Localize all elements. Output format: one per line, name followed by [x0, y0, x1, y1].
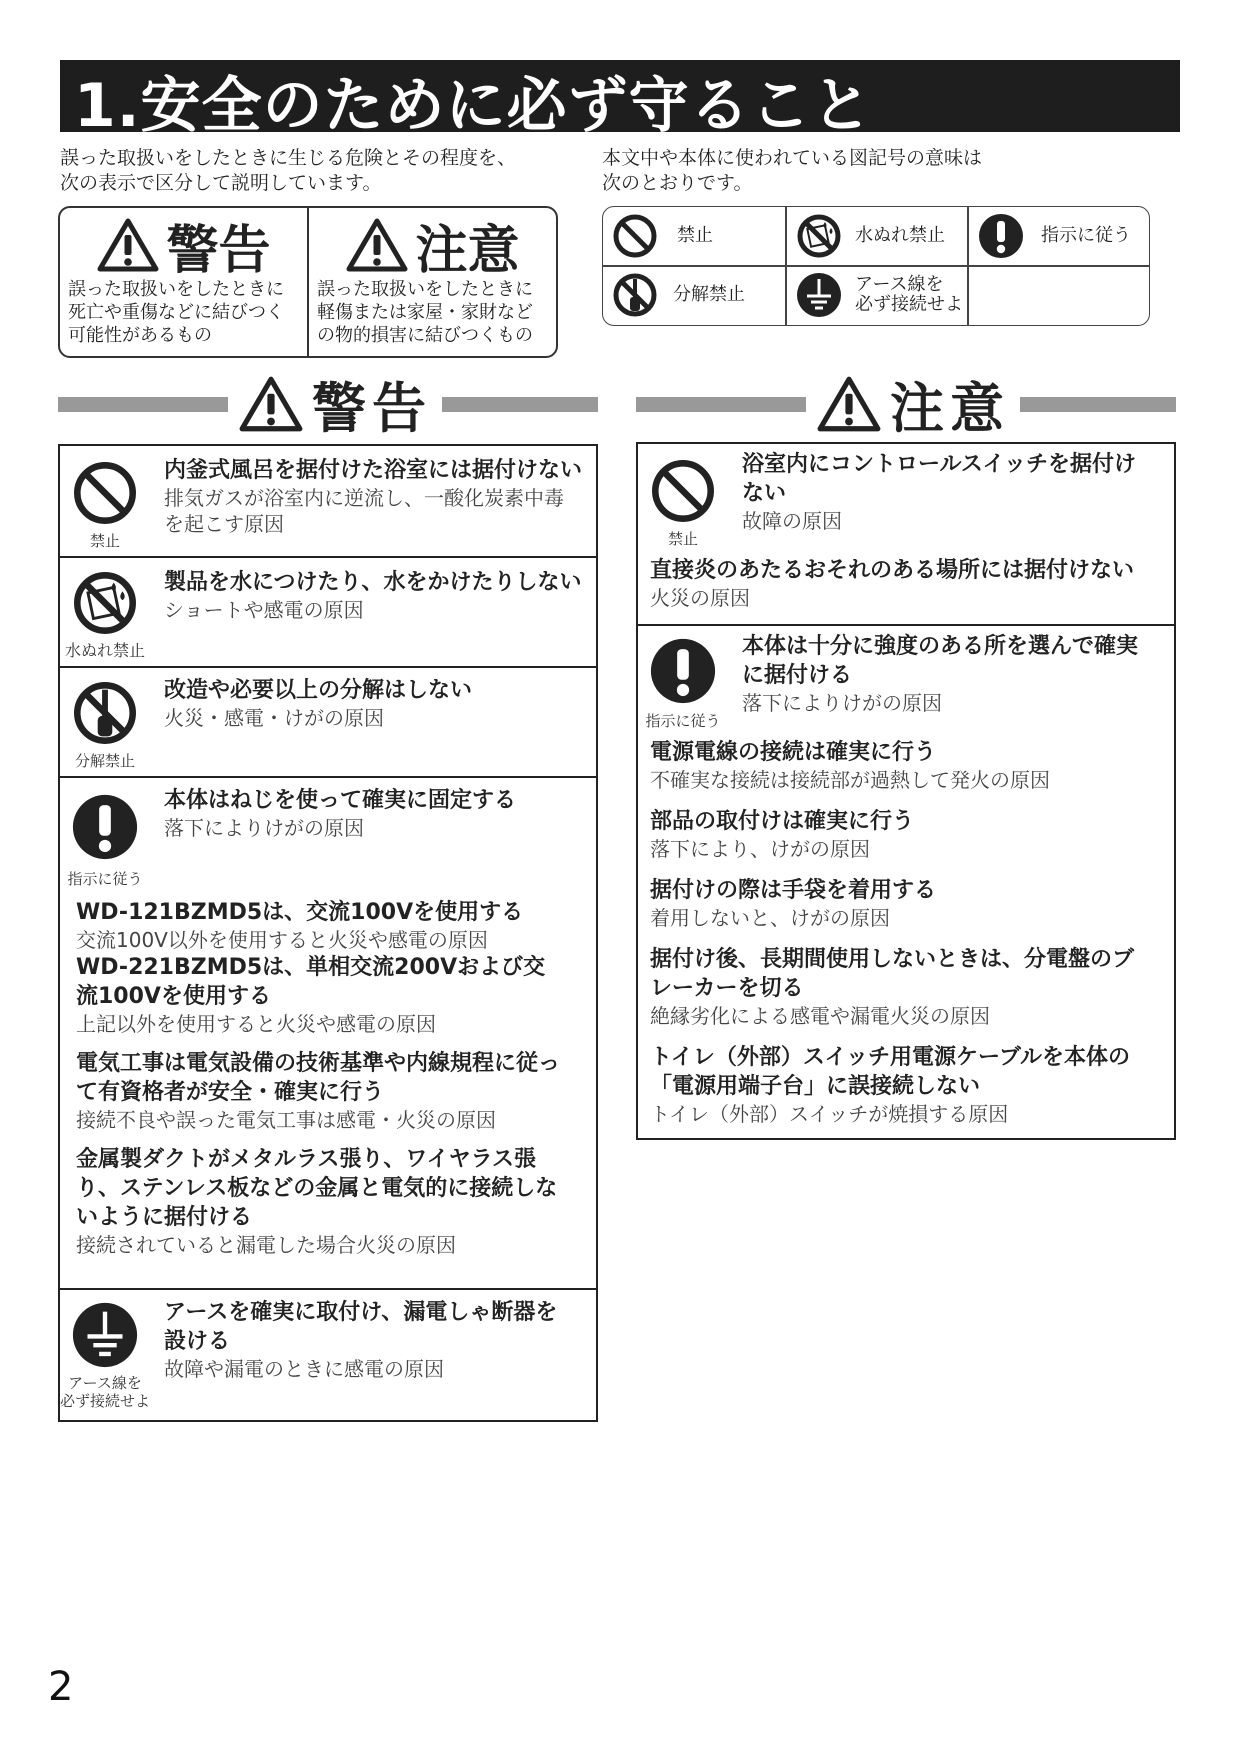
item-heading: 製品を水につけたり、水をかけたりしない [164, 570, 582, 595]
legend-caution-desc: 軽傷または家屋・家財など [317, 302, 533, 323]
exclamation-icon [70, 792, 140, 862]
item-heading: いように据付ける [76, 1205, 253, 1230]
intro-right-line: 次のとおりです。 [602, 172, 753, 194]
warning-item [60, 666, 596, 776]
symbol-label: アース線を [855, 274, 944, 295]
item-desc: 排気ガスが浴室内に逆流し、一酸化炭素中毒 [164, 486, 564, 510]
intro-left-line: 次の表示で区分して説明しています。 [60, 172, 382, 194]
exclamation-icon [977, 212, 1025, 260]
warning-section-header [58, 372, 598, 440]
legend-caution-desc: の物的損害に結びつくもの [317, 325, 533, 346]
symbol-label: 必ず接続せよ [855, 294, 963, 315]
warning-triangle-icon [96, 217, 160, 273]
symbol-label: 指示に従う [1041, 225, 1131, 246]
legend-warning-desc: 死亡や重傷などに結びつく [68, 302, 284, 323]
icon-label: 指示に従う [67, 870, 143, 888]
symbol-no-water [795, 207, 945, 265]
item-heading: て有資格者が安全・確実に行う [76, 1080, 385, 1105]
legend-caution-desc: 誤った取扱いをしたときに [317, 279, 533, 300]
item-desc: トイレ（外部）スイッチが焼損する原因 [650, 1102, 1009, 1126]
no-disassembly-icon [611, 271, 659, 319]
icon-label: 指示に従う [645, 712, 721, 730]
ground-icon [70, 1300, 140, 1370]
no-water-icon [795, 212, 843, 260]
item-heading: 電源電線の接続は確実に行う [650, 740, 937, 765]
item-desc: 絶縁劣化による感電や漏電火災の原因 [650, 1004, 990, 1028]
icon-label: 分解禁止 [74, 752, 135, 770]
item-heading: 電気工事は電気設備の技術基準や内線規程に従っ [76, 1051, 561, 1076]
item-heading: レーカーを切る [650, 976, 804, 1001]
warning-section-title: 警告 [312, 376, 432, 440]
legend-caution [309, 208, 556, 356]
item-heading: 改造や必要以上の分解はしない [164, 678, 473, 703]
item-heading: 金属製ダクトがメタルラス張り、ワイヤラス張 [76, 1147, 537, 1172]
hazard-legend-box [58, 206, 558, 358]
prohibited-icon [70, 458, 140, 528]
item-heading: 本体は十分に強度のある所を選んで確実 [742, 634, 1139, 659]
item-heading: に据付ける [742, 663, 853, 688]
item-heading: ない [742, 481, 787, 506]
ground-icon [795, 271, 843, 319]
warning-triangle-icon [816, 375, 882, 433]
symbol-label: 禁止 [677, 225, 713, 246]
symbol-label: 分解禁止 [673, 284, 745, 305]
legend-warning-label: 警告 [166, 220, 271, 281]
item-heading: 据付けの際は手袋を着用する [650, 878, 937, 903]
legend-caution-label: 注意 [415, 220, 520, 281]
warning-item [60, 556, 596, 666]
item-heading: 直接炎のあたるおそれのある場所には据付けない [650, 558, 1135, 583]
item-desc: 故障や漏電のときに感電の原因 [164, 1357, 444, 1381]
icon-label: 必ず接続せよ [60, 1392, 151, 1410]
icon-label: 禁止 [89, 532, 120, 550]
item-heading: 部品の取付けは確実に行う [650, 809, 915, 834]
intro-left [60, 146, 516, 196]
item-desc: 不確実な接続は接続部が過熱して発火の原因 [650, 768, 1050, 792]
exclamation-icon [648, 636, 718, 706]
symbol-legend-box [602, 206, 1150, 326]
legend-warning [60, 208, 307, 356]
page-number: 2 [48, 1664, 74, 1710]
legend-warning-desc: 可能性があるもの [68, 325, 212, 346]
warning-triangle-icon [345, 217, 409, 273]
item-heading: トイレ（外部）スイッチ用電源ケーブルを本体の [650, 1045, 1131, 1070]
prohibited-icon [611, 212, 659, 260]
prohibited-icon [648, 456, 718, 526]
warning-item [60, 776, 596, 1288]
item-desc: 火災の原因 [650, 586, 750, 610]
item-desc: 落下により、けがの原因 [650, 837, 870, 861]
symbol-prohibited [611, 207, 713, 265]
item-desc: 落下によりけがの原因 [742, 691, 942, 715]
item-heading: 浴室内にコントロールスイッチを据付け [742, 452, 1137, 477]
item-heading: 内釜式風呂を据付けた浴室には据付けない [164, 458, 583, 483]
caution-panel [636, 442, 1176, 1140]
no-water-icon [70, 568, 140, 638]
item-desc: 接続不良や誤った電気工事は感電・火災の原因 [76, 1108, 496, 1132]
caution-section-title: 注意 [890, 376, 1010, 440]
symbol-follow [977, 207, 1131, 265]
warning-panel [58, 444, 598, 1422]
item-desc: 落下によりけがの原因 [164, 816, 364, 840]
item-desc: 故障の原因 [742, 509, 842, 533]
intro-right-line: 本文中や本体に使われている図記号の意味は [602, 147, 983, 169]
no-disassembly-icon [70, 678, 140, 748]
intro-left-line: 誤った取扱いをしたときに生じる危険とその程度を、 [60, 147, 517, 169]
item-desc: 着用しないと、けがの原因 [650, 906, 890, 930]
item-desc: ショートや感電の原因 [164, 598, 364, 622]
item-heading: WD-221BZMD5は、単相交流200Vおよび交 [76, 955, 546, 980]
item-desc: を起こす原因 [164, 512, 284, 536]
item-heading: 流100Vを使用する [76, 984, 271, 1009]
item-desc: 交流100V以外を使用すると火災や感電の原因 [76, 928, 488, 952]
icon-label: 水ぬれ禁止 [64, 641, 145, 660]
caution-item [638, 624, 1174, 1138]
warning-item [60, 446, 596, 556]
legend-warning-desc: 誤った取扱いをしたときに [68, 279, 284, 300]
icon-label: アース線を [68, 1374, 142, 1392]
item-heading: り、ステンレス板などの金属と電気的に接続しな [76, 1176, 558, 1201]
warning-item [60, 1288, 596, 1419]
item-heading: 設ける [164, 1329, 231, 1354]
item-heading: アースを確実に取付け、漏電しゃ断器を [164, 1300, 558, 1325]
item-heading: 据付け後、長期間使用しないときは、分電盤のブ [650, 947, 1135, 972]
symbol-no-disassembly [611, 266, 745, 324]
item-heading: 「電源用端子台」に誤接続しない [650, 1074, 981, 1099]
caution-section-header [636, 372, 1176, 440]
icon-label: 禁止 [667, 530, 698, 548]
item-desc: 火災・感電・けがの原因 [164, 706, 384, 730]
symbol-ground [795, 266, 963, 324]
warning-triangle-icon [238, 375, 304, 433]
caution-item [638, 444, 1174, 624]
page-title: 1.安全のために必ず守ること [74, 71, 873, 141]
symbol-label: 水ぬれ禁止 [855, 225, 945, 246]
item-heading: WD-121BZMD5は、交流100Vを使用する [76, 900, 524, 925]
item-desc: 接続されていると漏電した場合火災の原因 [76, 1233, 456, 1257]
item-desc: 上記以外を使用すると火災や感電の原因 [76, 1012, 436, 1036]
item-heading: 本体はねじを使って確実に固定する [164, 788, 517, 813]
intro-right [602, 146, 982, 196]
